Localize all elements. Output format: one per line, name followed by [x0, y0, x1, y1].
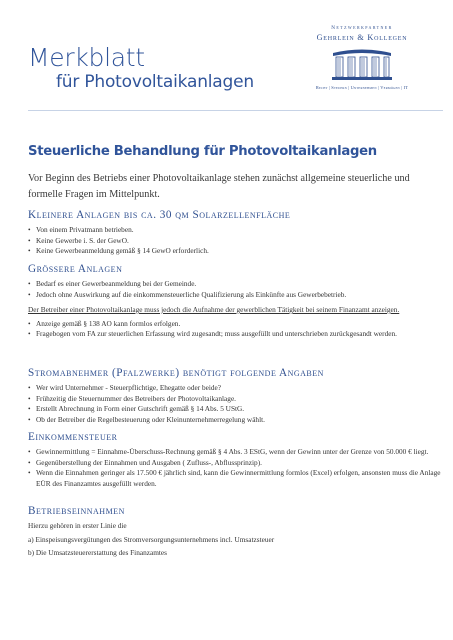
text-line: Hierzu gehören in erster Linie die	[28, 521, 127, 530]
section-kleinere-anlagen	[28, 208, 443, 257]
section-title: Grössere Anlagen	[28, 263, 123, 275]
list-item: • Wenn die Einnahmen geringer als 17.500 € jährlich sind, kann die Gewinnermittlung formlos (Excel) erfolgen, ansonsten muss die Anlage EÜR des Finanzamtes ausgefüllt werden.	[28, 468, 443, 489]
list-item: • Keine Gewerbeanmeldung gemäß § 14 GewO erforderlich.	[28, 246, 443, 257]
page-heading: Steuerliche Behandlung für Photovoltaikanlagen	[28, 144, 377, 159]
section-stromabnehmer	[28, 366, 443, 425]
columns-logo-icon	[329, 47, 395, 81]
text-line: b) Die Umsatzsteuererstattung des Finanzamtes	[28, 548, 168, 557]
logo-tagline: Netzwerkpartner	[331, 25, 393, 31]
section-title: Betriebseinnahmen	[28, 505, 125, 517]
underlined-note: Der Betreiber einer Photovoltaikanlage muss jedoch die Aufnahme der gewerblichen Tätigkeit bei seinem Finanzamt anzeigen.	[28, 305, 400, 314]
intro-paragraph: Vor Beginn des Betriebs einer Photovoltaikanlage stehen zunächst allgemeine steuerliche und formelle Fragen im Mittelpunkt.	[28, 173, 410, 200]
list-item: • Anzeige gemäß § 138 AO kann formlos erfolgen.	[28, 319, 443, 330]
list-item: • Erstellt Abrechnung in Form einer Gutschrift gemäß § 14 Abs. 5 UStG.	[28, 404, 443, 415]
logo-services: Recht | Steuern | Unternehmen | Vermögen | IT	[315, 85, 409, 90]
section-betriebseinnahmen	[28, 504, 443, 559]
company-logo	[286, 20, 438, 92]
list-item: • Frühzeitig die Steuernummer des Betreibers der Photovoltaikanlage.	[28, 394, 443, 405]
section-groessere-anlagen	[28, 262, 443, 340]
bullet-list	[28, 447, 443, 489]
list-item: • Von einem Privatmann betrieben.	[28, 225, 443, 236]
bullet-list	[28, 225, 443, 257]
bullet-list	[28, 319, 443, 340]
list-item: • Gewinnermittlung = Einnahme-Überschuss-Rechnung gemäß § 4 Abs. 3 EStG, wenn der Gewinn unter der Grenze von 50.000 € liegt.	[28, 447, 443, 458]
list-item: • Bedarf es einer Gewerbeanmeldung bei der Gemeinde.	[28, 279, 443, 290]
header-divider	[28, 110, 443, 111]
list-item: • Jedoch ohne Auswirkung auf die einkommensteuerliche Qualifizierung als Einkünfte aus Gewerbebetrieb.	[28, 290, 443, 301]
list-item: • Wer wird Unternehmer - Steuerpflichtige, Ehegatte oder beide?	[28, 383, 443, 394]
list-item: • Ob der Betreiber die Regelbesteuerung oder Kleinunternehmerregelung wählt.	[28, 415, 443, 426]
list-item: • Gegenüberstellung der Einnahmen und Ausgaben ( Zufluss-, Abflussprinzip).	[28, 458, 443, 469]
document-title: Merkblatt	[28, 43, 145, 72]
bullet-list	[28, 279, 443, 300]
list-item: • Keine Gewerbe i. S. der GewO.	[28, 236, 443, 247]
section-einkommensteuer	[28, 430, 443, 489]
text-line: a) Einspeisungsvergütungen des Stromversorgungsunternehmens incl. Umsatzsteuer	[28, 534, 275, 544]
section-title: Einkommensteuer	[28, 431, 118, 443]
list-item: • Fragebogen vom FA zur steuerlichen Erfassung wird zugesandt; muss ausgefüllt und unterschrieben zurückgesandt werden.	[28, 329, 443, 340]
logo-name: Gehrlein & Kollegen	[316, 33, 408, 42]
section-title: Kleinere Anlagen bis ca. 30 qm Solarzellenfläche	[28, 209, 291, 221]
bullet-list	[28, 383, 443, 425]
document-subtitle: für Photovoltaikanlagen	[56, 72, 254, 92]
section-title: Stromabnehmer (Pfalzwerke) benötigt folgende Angaben	[28, 367, 324, 379]
